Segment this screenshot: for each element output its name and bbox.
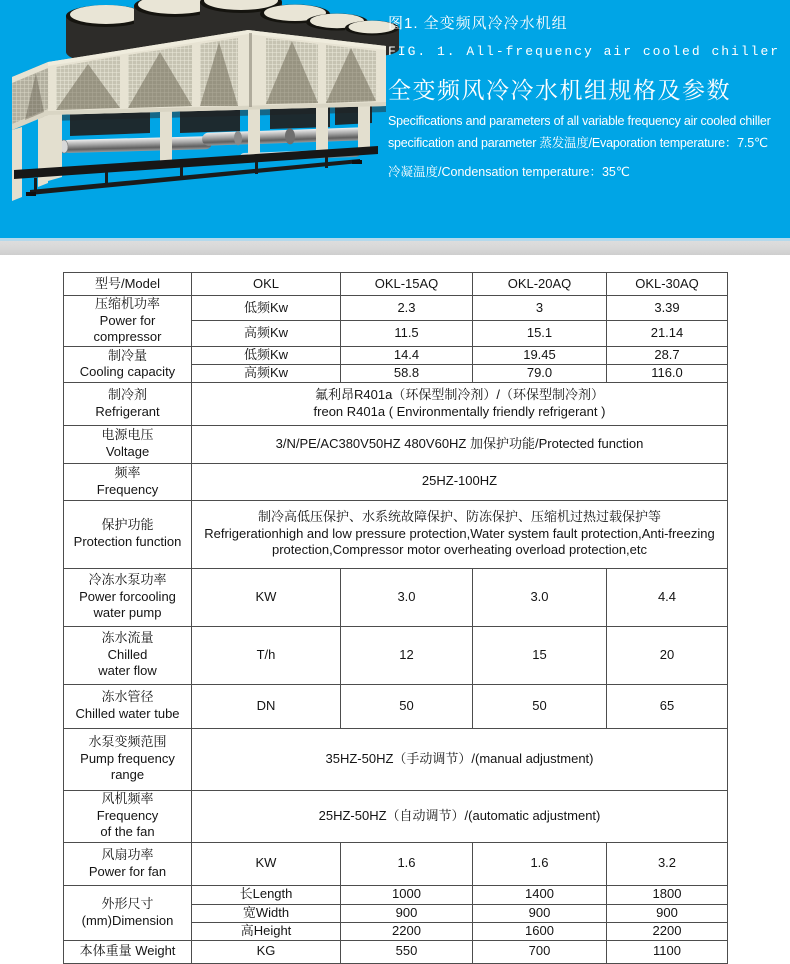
table-cell: 1600 <box>473 922 607 940</box>
table-cell: 2200 <box>341 922 473 940</box>
table-row <box>64 463 728 500</box>
table-cell: 12 <box>341 626 473 684</box>
table-header-cell: 型号/Model <box>64 273 192 296</box>
table-cell: 高频Kw <box>192 364 341 382</box>
table-header-cell: OKL-30AQ <box>607 273 728 296</box>
table-cell: 19.45 <box>473 346 607 364</box>
subtitle-line-3: 冷凝温度/Condensation temperature：35℃ <box>388 165 630 179</box>
table-cell: 21.14 <box>607 321 728 346</box>
table-cell: 2.3 <box>341 296 473 321</box>
table-cell: 风扇功率 Power for fan <box>64 842 192 885</box>
table-cell: 制冷剂 Refrigerant <box>64 382 192 425</box>
table-cell: 550 <box>341 940 473 963</box>
table-cell: KG <box>192 940 341 963</box>
table-cell: 保护功能 Protection function <box>64 500 192 568</box>
table-row <box>64 842 728 885</box>
table-cell: 外形尺寸 (mm)Dimension <box>64 885 192 940</box>
table-cell: 900 <box>341 904 473 922</box>
table-cell: KW <box>192 568 341 626</box>
table-cell: 制冷量 Cooling capacity <box>64 346 192 382</box>
banner-text-block <box>388 12 788 180</box>
table-cell: 15 <box>473 626 607 684</box>
table-cell: 长Length <box>192 885 341 904</box>
table-cell: 风机频率 Frequency of the fan <box>64 790 192 842</box>
table-cell: 79.0 <box>473 364 607 382</box>
table-cell: 宽Width <box>192 904 341 922</box>
spec-table-body <box>64 273 728 964</box>
table-cell: 3.0 <box>341 568 473 626</box>
table-cell: 水泵变频范围 Pump frequency range <box>64 728 192 790</box>
table-cell: 3.39 <box>607 296 728 321</box>
table-cell: 冷冻水泵功率 Power forcooling water pump <box>64 568 192 626</box>
table-cell: 58.8 <box>341 364 473 382</box>
table-cell: 冻水管径 Chilled water tube <box>64 684 192 728</box>
table-cell: 2200 <box>607 922 728 940</box>
table-cell: 高频Kw <box>192 321 341 346</box>
table-cell: 制冷高低压保护、水系统故障保护、防冻保护、压缩机过热过载保护等 Refrigerationhigh and low pressure protection,Water system fault protection,Anti-freezing protection,Compressor motor overheating overload protection,etc <box>192 500 728 568</box>
table-header-row <box>64 273 728 296</box>
table-header-cell: OKL <box>192 273 341 296</box>
table-cell: 116.0 <box>607 364 728 382</box>
table-cell: 3 <box>473 296 607 321</box>
table-cell: 15.1 <box>473 321 607 346</box>
table-row <box>64 425 728 463</box>
table-cell: 14.4 <box>341 346 473 364</box>
table-cell: 50 <box>341 684 473 728</box>
table-cell: 50 <box>473 684 607 728</box>
table-cell: 高Height <box>192 922 341 940</box>
table-cell: 1.6 <box>473 842 607 885</box>
page-title: 全变频风冷冷水机组规格及参数 <box>388 77 731 103</box>
table-row <box>64 684 728 728</box>
spec-table <box>63 272 728 964</box>
table-cell: 11.5 <box>341 321 473 346</box>
table-cell: 900 <box>473 904 607 922</box>
base-frame <box>14 146 378 196</box>
table-cell: 900 <box>607 904 728 922</box>
table-cell: 冻水流量 Chilled water flow <box>64 626 192 684</box>
table-cell: 20 <box>607 626 728 684</box>
table-cell: 1800 <box>607 885 728 904</box>
table-cell: 低频Kw <box>192 346 341 364</box>
chiller-photo <box>0 0 400 228</box>
table-row <box>64 626 728 684</box>
table-row <box>64 885 728 904</box>
table-cell: 3.0 <box>473 568 607 626</box>
table-row <box>64 382 728 425</box>
table-cell: 电源电压 Voltage <box>64 425 192 463</box>
table-cell: T/h <box>192 626 341 684</box>
table-cell: 28.7 <box>607 346 728 364</box>
table-cell: 3.2 <box>607 842 728 885</box>
table-header-cell: OKL-20AQ <box>473 273 607 296</box>
table-cell: 35HZ-50HZ（手动调节）/(manual adjustment) <box>192 728 728 790</box>
figure-caption-zh: 图1. 全变频风冷冷水机组 <box>388 15 568 32</box>
table-row <box>64 346 728 364</box>
table-cell: 频率 Frequency <box>64 463 192 500</box>
subtitle-line-2: specification and parameter 蒸发温度/Evaporation temperature：7.5℃ <box>388 136 768 150</box>
table-cell: 25HZ-50HZ（自动调节）/(automatic adjustment) <box>192 790 728 842</box>
table-cell: 1000 <box>341 885 473 904</box>
figure-caption-en: FIG. 1. All-frequency air cooled chiller <box>388 44 781 59</box>
table-row <box>64 500 728 568</box>
divider-gray-band <box>0 241 790 255</box>
table-header-cell: OKL-15AQ <box>341 273 473 296</box>
table-cell: KW <box>192 842 341 885</box>
subtitle-line-1: Specifications and parameters of all variable frequency air cooled chiller <box>388 114 771 128</box>
spec-table-container <box>63 272 790 964</box>
table-cell: DN <box>192 684 341 728</box>
table-cell: 压缩机功率 Power for compressor <box>64 296 192 347</box>
table-row <box>64 568 728 626</box>
table-cell: 本体重量 Weight <box>64 940 192 963</box>
table-cell: 氟利昂R401a（环保型制冷剂）/（环保型制冷剂） freon R401a ( Environmentally friendly refrigerant ) <box>192 382 728 425</box>
table-cell: 65 <box>607 684 728 728</box>
table-cell: 700 <box>473 940 607 963</box>
table-cell: 低频Kw <box>192 296 341 321</box>
table-cell: 1100 <box>607 940 728 963</box>
table-cell: 1400 <box>473 885 607 904</box>
hero-banner <box>0 0 790 238</box>
table-row <box>64 790 728 842</box>
table-row <box>64 940 728 963</box>
table-cell: 25HZ-100HZ <box>192 463 728 500</box>
table-cell: 1.6 <box>341 842 473 885</box>
table-cell: 3/N/PE/AC380V50HZ 480V60HZ 加保护功能/Protected function <box>192 425 728 463</box>
table-row <box>64 728 728 790</box>
table-cell: 4.4 <box>607 568 728 626</box>
table-row <box>64 296 728 321</box>
